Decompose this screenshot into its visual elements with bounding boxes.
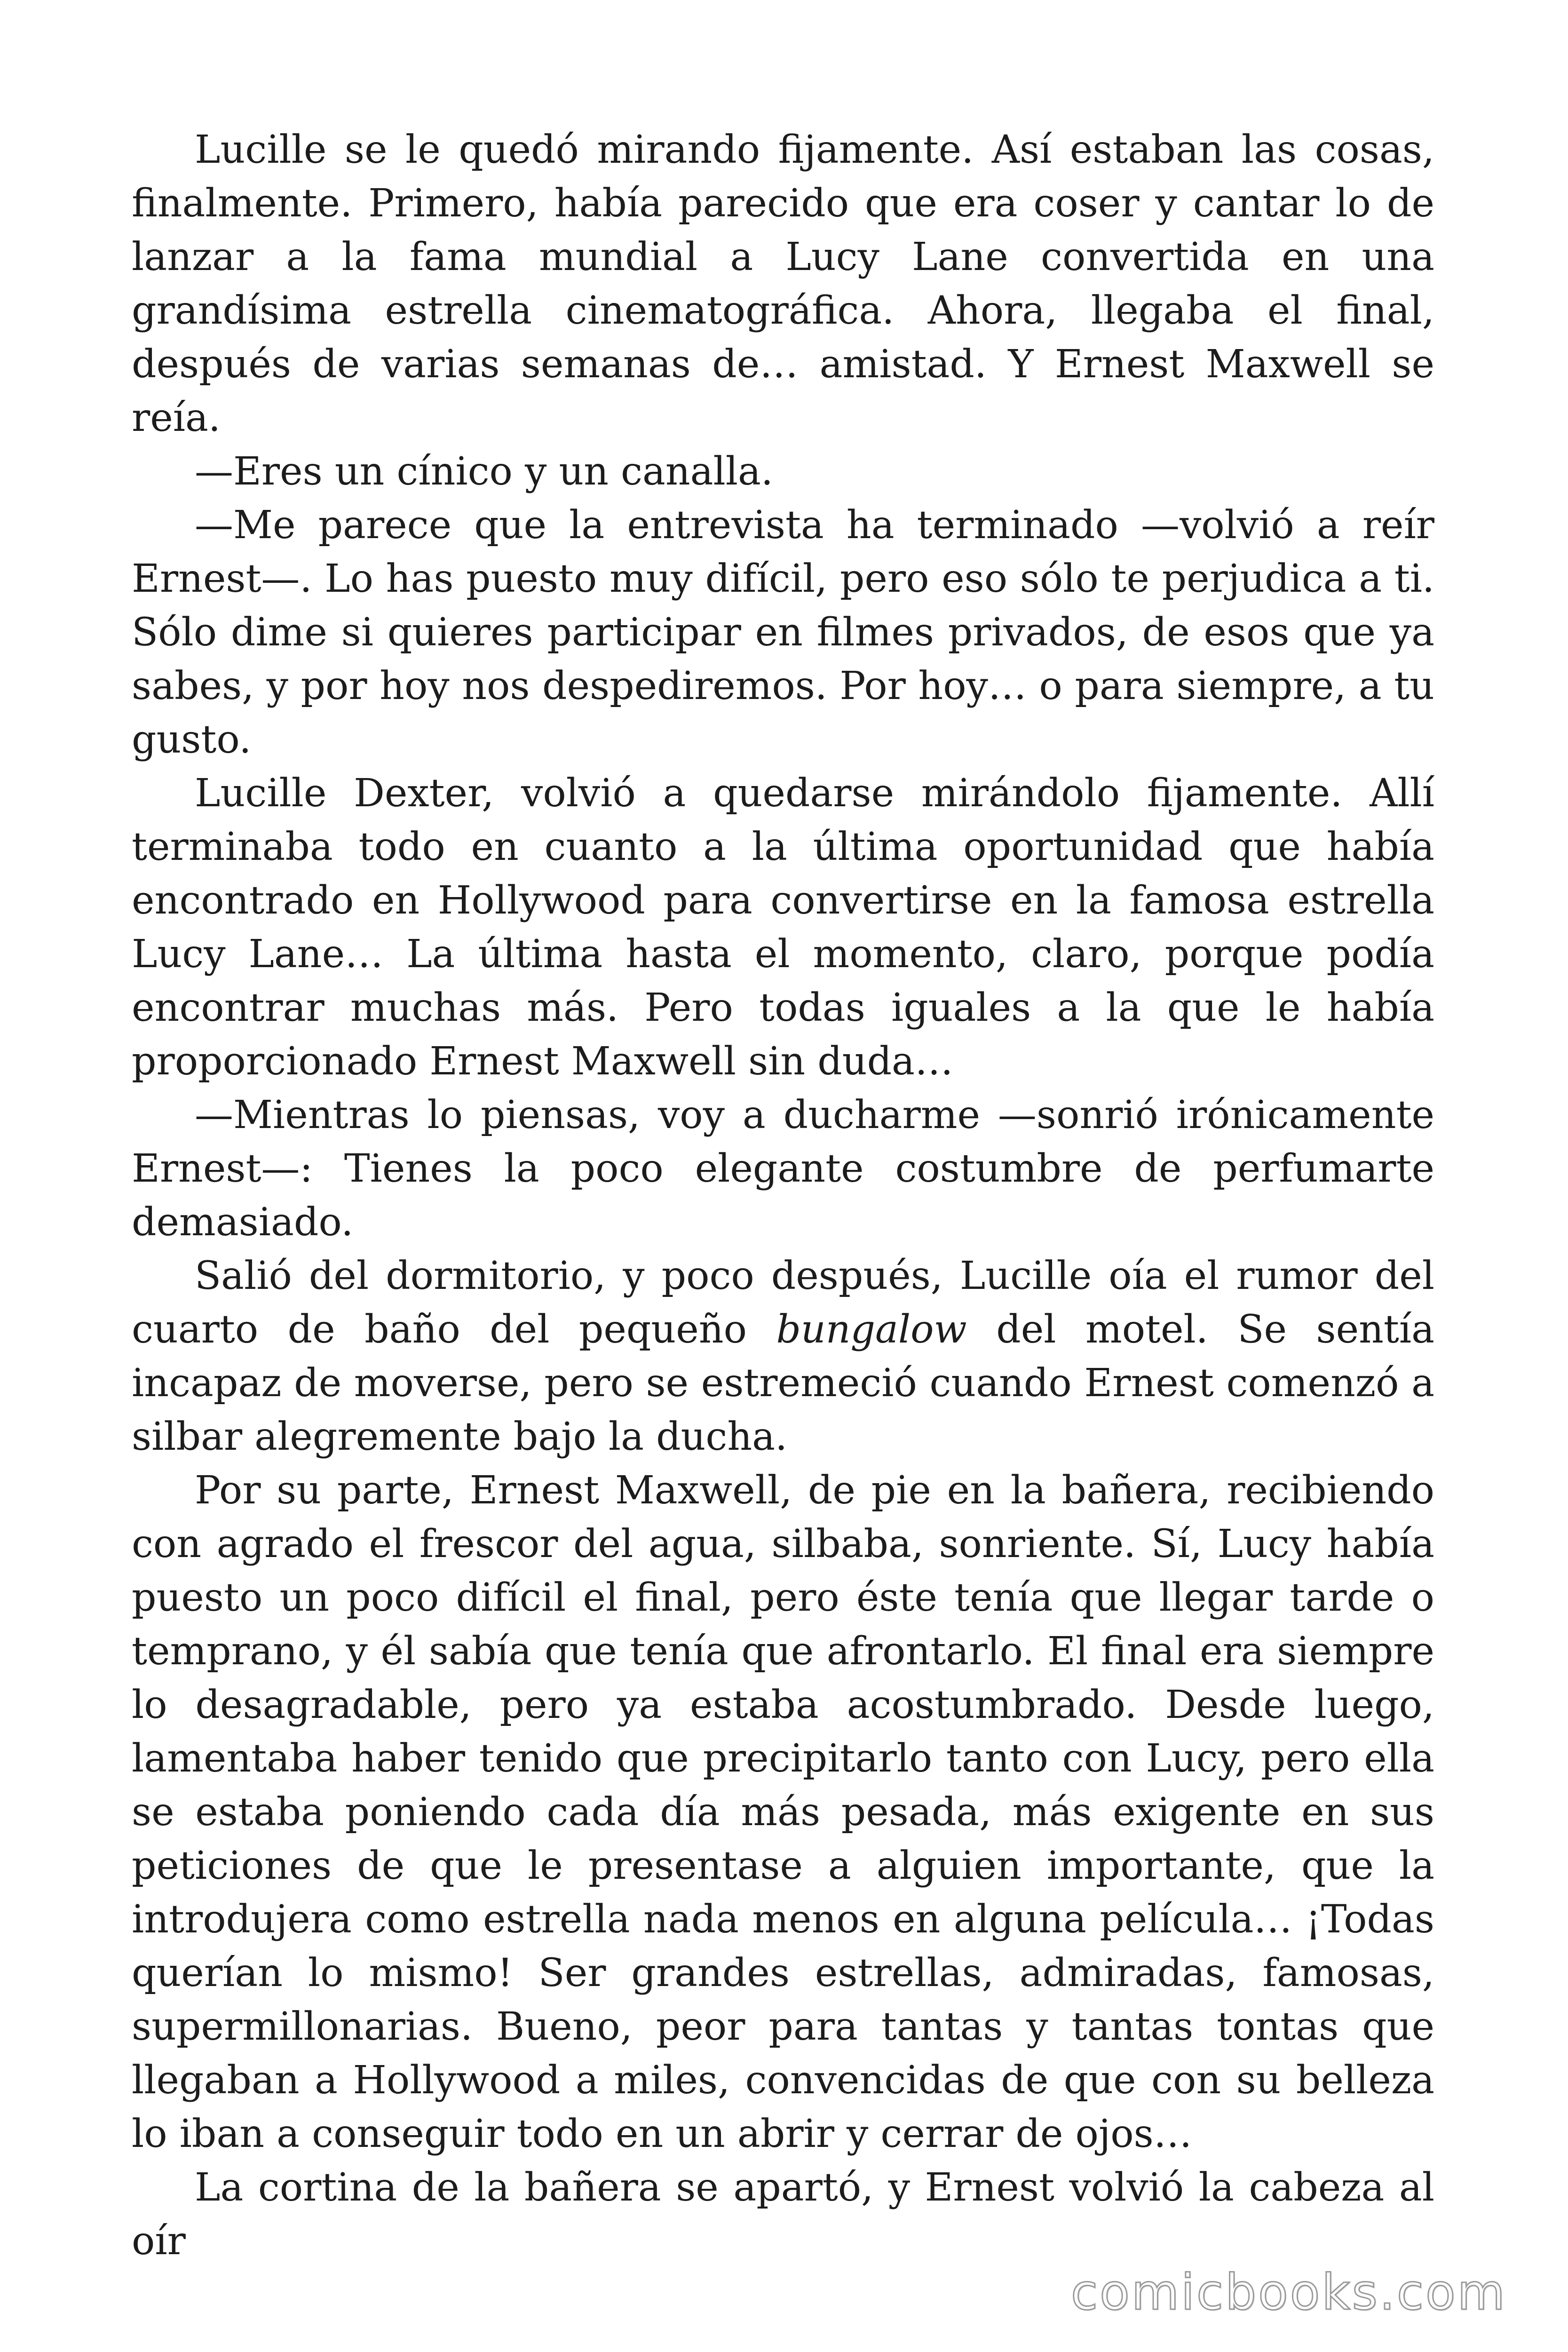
paragraph: Por su parte, Ernest Maxwell, de pie en la bañera, recibiendo con agrado el frescor del agua, silbaba, sonriente. Sí, Lucy había puesto un poco difícil el final, pero éste tenía que llegar tarde o temprano, y él sabía que tenía que afrontarlo. El final era siempre lo desagradable, pero ya estaba acostumbrado. Desde luego, lamentaba haber tenido que precipitarlo tanto con Lucy, pero ella se estaba poniendo cada día más pesada, más exigente en sus peticiones de que le presentase a alguien importante, que la introdujera como estrella nada menos en alguna película… ¡Todas querían lo mismo! Ser grandes estrellas, admiradas, famosas, supermillonarias. Bueno, peor para tantas y tantas tontas que llegaban a Hollywood a miles, convencidas de que con su belleza lo iban a conseguir todo en un abrir y cerrar de ojos… bbox=[132, 1468, 1434, 2156]
paragraph: —Me parece que la entrevista ha terminado —volvió a reír Ernest—. Lo has puesto muy difícil, pero eso sólo te perjudica a ti. Sólo dime si quieres participar en filmes privados, de esos que ya sabes, y por hoy nos despediremos. Por hoy… o para siempre, a tu gusto. bbox=[132, 503, 1434, 762]
paragraph-text: Salió del dormitorio, y poco después, Lucille oía el rumor del cuarto de baño del pequeño bbox=[132, 1254, 1434, 1352]
paragraph: —Eres un cínico y un canalla. bbox=[195, 449, 773, 494]
paragraph: La cortina de la bañera se apartó, y Ernest volvió la cabeza al oír bbox=[132, 2165, 1434, 2264]
paragraph: —Mientras lo piensas, voy a ducharme —sonrió irónicamente Ernest—: Tienes la poco elegante costumbre de perfumarte demasiado. bbox=[132, 1093, 1434, 1245]
italic-word: bungalow bbox=[776, 1307, 967, 1352]
paragraph: Lucille Dexter, volvió a quedarse mirándolo fijamente. Allí terminaba todo en cuanto a la última oportunidad que había encontrado en Hollywood para convertirse en la famosa estrella Lucy Lane… La última hasta el momento, claro, porque podía encontrar muchas más. Pero todas iguales a la que le había proporcionado Ernest Maxwell sin duda… bbox=[132, 771, 1434, 1084]
body-text bbox=[132, 123, 1434, 2268]
watermark: comicbooks.com bbox=[1070, 2264, 1507, 2321]
paragraph: Lucille se le quedó mirando fijamente. Así estaban las cosas, finalmente. Primero, había parecido que era coser y cantar lo de lanzar a la fama mundial a Lucy Lane convertida en una grandísima estrella cinematográfica. Ahora, llegaba el final, después de varias semanas de… amistad. Y Ernest Maxwell se reía. bbox=[132, 127, 1434, 440]
paragraph-text: del motel. Se sentía incapaz de moverse, pero se estremeció cuando Ernest comenzó a silbar alegremente bajo la ducha. bbox=[132, 1307, 1434, 1459]
paragraph bbox=[132, 1249, 1434, 1464]
